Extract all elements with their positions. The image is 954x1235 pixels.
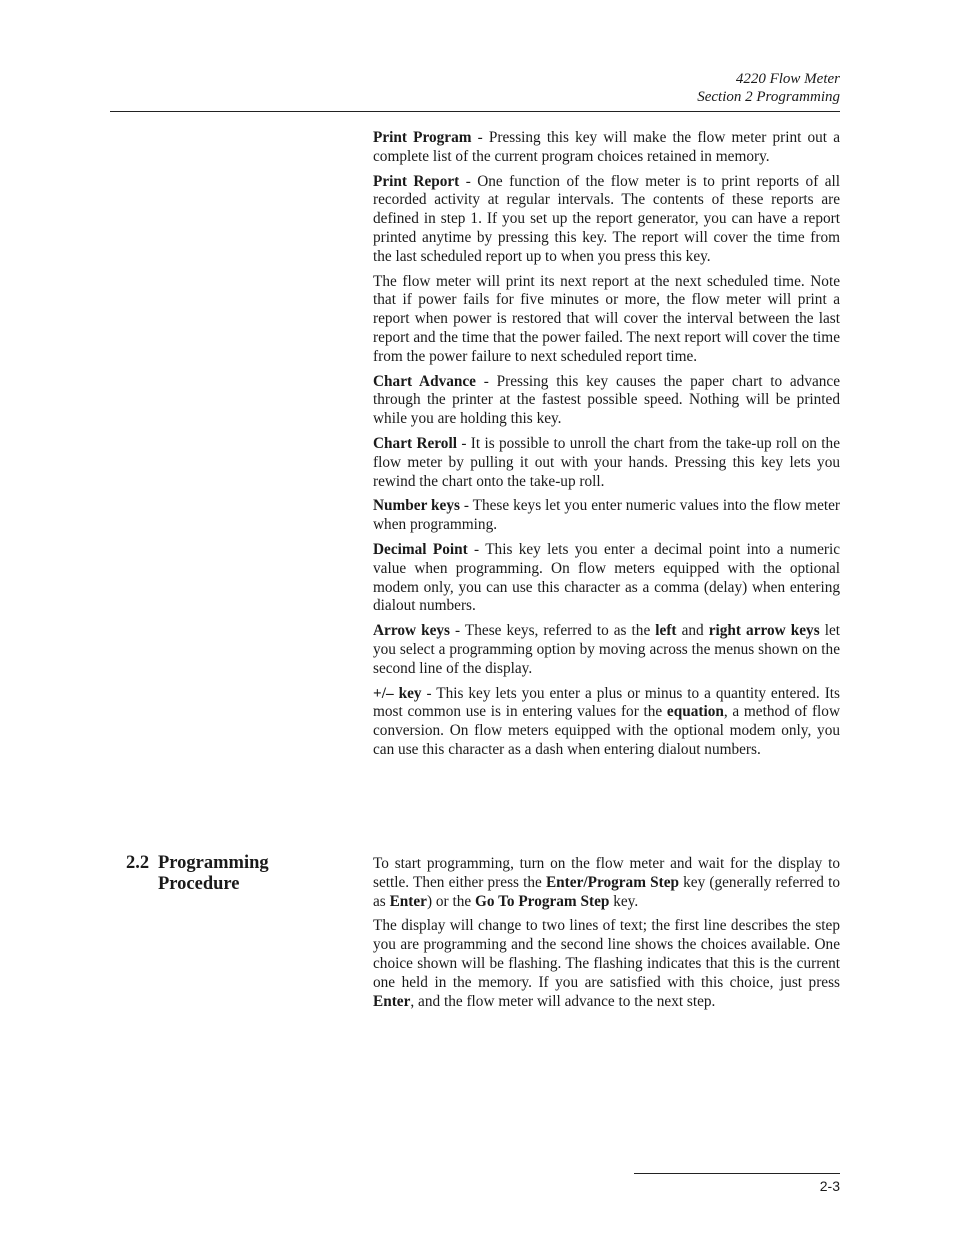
- desc-next-report: The flow meter will print its next report at the next scheduled time. Note that if power fails for five minutes or more, the flow meter will print a report when power is restored that will cover the interval between the last report and the time that the power failed. The next report will cover the time from the power failure to next scheduled report time.: [373, 272, 840, 365]
- header-section-title: Section 2 Programming: [697, 89, 840, 105]
- text-run: The display will change to two lines of text; the first line describes the step you are programming and the second line shows the choices available. One choice shown will be flashing. The flashing indicates that this is the current one held in the memory. If you are satisfied with this choice, just press: [373, 917, 840, 991]
- bold-right-arrow-keys: right arrow keys: [708, 622, 820, 640]
- key-descriptions: [373, 129, 840, 766]
- paragraph-number-keys: [373, 497, 840, 535]
- text-run: ) or the: [426, 892, 475, 910]
- bold-equation: equation: [666, 703, 724, 721]
- section-heading: [126, 853, 269, 895]
- paragraph-chart-reroll: [373, 435, 840, 491]
- desc-chart-advance: - Pressing this key causes the paper chart to advance through the printer at the fastest possible speed. Nothing will be printed while you are holding this key.: [373, 372, 840, 428]
- text-run: let you select a programming option by moving across the menus shown on the second line of the display.: [373, 622, 840, 677]
- programming-procedure-body: [373, 855, 840, 1017]
- desc-number-keys: - These keys let you enter numeric values into the flow meter when programming.: [373, 497, 840, 534]
- running-header: [697, 70, 840, 106]
- paragraph-arrow-keys: [373, 622, 840, 678]
- text-run: - This key lets you enter a plus or minus to a quantity entered. Its most common use is in entering values for the: [373, 684, 840, 721]
- bold-left: left: [655, 622, 677, 640]
- term-print-program: Print Program: [373, 129, 472, 146]
- header-rule: [110, 111, 840, 112]
- footer-rule: [634, 1173, 840, 1174]
- page-number: 2-3: [819, 1178, 840, 1194]
- paragraph-plus-minus-key: [373, 685, 840, 760]
- term-number-keys: Number keys: [373, 497, 460, 515]
- paragraph-next-report: [373, 273, 840, 367]
- term-arrow-keys: Arrow keys: [373, 622, 450, 640]
- section-title-line1: Programming: [158, 853, 269, 873]
- paragraph-display-change: [373, 917, 840, 1011]
- desc-decimal-point: - This key lets you enter a decimal point into a numeric value when programming. On flow meters equipped with the optional modem only, you can use this character as a comma (delay) when entering dialout numbers.: [373, 540, 840, 615]
- paragraph-print-program: [373, 129, 840, 167]
- paragraph-start-programming: [373, 855, 840, 911]
- bold-enter: Enter: [373, 992, 411, 1010]
- desc-print-report: - One function of the flow meter is to print reports of all recorded activity at regular intervals. The contents of these reports are defined in step 1. If you set up the report generator, you can have a report printed anytime by pressing this key. The report will cover the time from the last scheduled report up to when you press this key.: [373, 172, 840, 265]
- bold-enter: Enter: [389, 892, 427, 910]
- section-number: 2.2: [126, 853, 150, 873]
- text-run: To start programming, turn on the flow meter and wait for the display to settle. Then either press the: [373, 855, 840, 891]
- section-title-line2: Procedure: [158, 874, 240, 894]
- term-chart-advance: Chart Advance: [373, 372, 476, 390]
- term-decimal-point: Decimal Point: [373, 540, 468, 558]
- header-document-title: 4220 Flow Meter: [735, 71, 840, 87]
- text-run: key.: [609, 892, 639, 910]
- desc-chart-reroll: - It is possible to unroll the chart from the take-up roll on the flow meter by pulling it out with your hands. Pressing this key lets you rewind the chart onto the take-up roll.: [373, 434, 840, 490]
- term-chart-reroll: Chart Reroll: [373, 434, 457, 452]
- text-run: , and the flow meter will advance to the next step.: [410, 992, 716, 1010]
- bold-go-to-program-step: Go To Program Step: [474, 892, 610, 910]
- paragraph-chart-advance: [373, 373, 840, 429]
- text-run: and: [676, 622, 709, 640]
- paragraph-print-report: [373, 173, 840, 267]
- desc-print-program: - Pressing this key will make the flow meter print out a complete list of the current program choices retained in memory.: [373, 129, 840, 165]
- text-run: key (generally referred to as: [373, 873, 840, 910]
- bold-enter-program-step: Enter/Program Step: [545, 873, 679, 891]
- term-print-report: Print Report: [373, 172, 460, 190]
- term-plus-minus-key: +/– key: [373, 684, 422, 702]
- text-run: - These keys, referred to as the: [450, 622, 656, 640]
- paragraph-decimal-point: [373, 541, 840, 616]
- text-run: , a method of flow conversion. On flow meters equipped with the optional modem only, you can use this character as a dash when entering dialout numbers.: [373, 703, 841, 758]
